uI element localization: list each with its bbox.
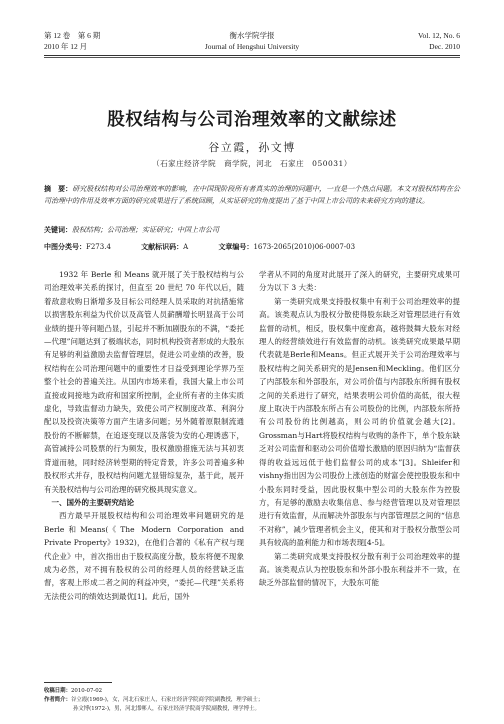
article-authors: 谷立霞，孙文博: [208, 141, 296, 154]
footnote-divider: [44, 682, 112, 683]
intro-paragraph: 1932 年 Berle 和 Means 就开展了关于股权结构与公司治理效率关系的探讨，但直至 20 世纪 70 年代以后，随着敌意收购日渐增多及目标公司经理人员采取的对抗措施常以损害股东利益为代价以及高管人员薪酬增长明显高于公司业绩的提升等问题凸显，引起并不断加剧股东的不满，“委托—代理”问题达到了极端状态，同时机构投资者形成的大股东有足够的利益激励去监督管理层，促进公司业绩的改善，股权结构在公司治理问题中的重要性才日益受到理论学界乃至整个社会的普遍关注。从国内市场来看，我国大量上市公司直接或间接地为政府和国家所控制，企业所有者的主体实质虚化，导致监督动力缺失，致使公司产权制度改革、利润分配以及投资决策等方面产生诸多问题；另外随着原限制流通股份的不断解禁，在追逐变现以及落袋为安的心理诱惑下，高管减持公司股票的行为频发，股权激励措施无法与其初衷背道而驰，同时经济转型期的特定背景，许多公司普遍多种股权形式并存，股权结构问题尤显错综复杂，基于此，展开有关股权结构与公司治理的研究极具现实意义。: [44, 270, 244, 494]
article-no-label: 文章编号：: [218, 243, 254, 251]
classification-block: [44, 241, 460, 253]
doc-code-value: A: [183, 243, 189, 251]
header-divider-thin: [44, 57, 460, 58]
first-category-paragraph: 第一类研究成果支持股权集中有利于公司治理效率的提高。该类观点认为股权分散使得股东缺乏对管理层进行有效监督的动机，相反，股权集中度愈高，越将鼓舞大股东对经理人的经营绩效进行有效监督的动机。该类研究成果最早期代表就是Berle和Means。但正式展开关于公司治理效率与股权结构之间关系研究的是Jensen和Meckling。他们区分了内部股东和外部股东，对公司价值与内部股东所拥有股权之间的关系进行了研究，结果表明公司价值的高低，很大程度上取决于内部股东所占有公司股份的比例，内部股东所持有公司股份的比例越高，则公司的价值就会越大[2]。Grossman与Hart将股权结构与收购的条件下，单个股东缺乏对公司监督和驱动公司价值增长激励的原因归纳为“监督获得的收益远远低于他们监督公司的成本”[3]。Shleifer和vishny指出因为公司股份上涨创造的财富会使控股股东和中小股东同时受益，因此股权集中型公司的大股东作为控股方，有足够的激励去收集信息、参与经营管理以及对管理层进行有效监督，从而解决外部股东与内部管理层之间的“信息不对称”，减少管理者机会主义，使其和对于股权分散型公司具有较高的盈利能力和市场表现[4-5]。: [259, 296, 460, 548]
abstract-block: [44, 183, 460, 207]
author-bio-label: 作者简介：: [44, 697, 71, 703]
received-value: 2010-07-02: [70, 688, 103, 694]
header-journal-name: [150, 30, 354, 52]
footnote-author1: [44, 696, 460, 705]
header-volume-en: [418, 30, 460, 52]
keywords-text: 股权结构；公司治理；实证研究；中国上市公司: [72, 226, 219, 234]
received-label: 收稿日期：: [44, 688, 71, 694]
body-column-left: [44, 268, 244, 603]
article-title: 股权结构与公司治理效率的文献综述: [107, 110, 397, 130]
header-vol-no: Vol. 12, No. 6: [418, 31, 460, 40]
header-date: 2010 年 12 月: [44, 42, 88, 51]
header-volume: 第 12 卷 第 6 期: [44, 31, 101, 40]
header-journal-en: Journal of Hengshui University: [204, 42, 300, 51]
section-heading: 一、国外的主要研究结论: [51, 497, 134, 507]
author2-bio: 孙文博(1972-)，男，河北邯郸人，石家庄经济学院商学院副教授，理学博士。: [73, 706, 260, 712]
author1-bio: 谷立霞(1969-)，女，河北石家庄人，石家庄经济学院商学院副教授，理学硕士；: [70, 697, 264, 703]
clc-label: 中图分类号：: [44, 243, 86, 251]
footnote-author2: [44, 705, 460, 714]
clc-group: [44, 243, 111, 251]
footnote-received: [44, 687, 460, 696]
header-month-year: Dec. 2010: [429, 42, 460, 51]
doc-code-group: [141, 243, 188, 251]
footnote-block: [44, 687, 460, 714]
second-category-paragraph: 第二类研究成果支持股权分散有利于公司治理效率的提高。该类观点认为控股股东和外部小股东利益并不一致，在缺乏外部监督的情况下，大股东可能: [259, 551, 460, 588]
abstract-label: 摘 要：: [44, 185, 73, 193]
section1-paragraph: 西方最早开展股权结构和公司治理效率问题研究的是Berle和Means(《The Modern Corporation and Private Property》1932)，在他们合著的《私有产权与现代企业》中，首次指出由于股权高度分散，股东将便不现象成为必然，对不拥有股权的公司的经理人员的经营缺乏监督，客观上形成二者之间的利益冲突，“委托—代理”关系将无法使公司的绩效达到最优[1]。此后，国外: [44, 511, 244, 601]
abstract-text: 研究股权结构对公司治理效率的影响，在中国现阶段所有者真实的治理的问题中，一直是一个热点问题。本文对股权结构在公司治理中的作用及效率方面的研究成果进行了系统回顾，从实证研究的角度提出了基于中国上市公司的未来研究方向的建议。: [44, 185, 461, 205]
article-no-group: [218, 243, 355, 251]
header-journal-cn: 衡水学院学报: [229, 31, 275, 40]
clc-value: F273.4: [86, 243, 111, 251]
header-issue-info: [44, 30, 100, 52]
body-column-right: [259, 268, 460, 590]
continued-paragraph: 学者从不同的角度对此展开了深入的研究，主要研究成果可分为以下 3 大类：: [259, 270, 460, 293]
doc-code-label: 文献标识码：: [141, 243, 184, 251]
article-no-value: 1673-2065(2010)06-0007-03: [253, 243, 356, 251]
author-affiliation: （石家庄经济学院 商学院，河北 石家庄 050031）: [152, 159, 352, 168]
header-divider: [44, 55, 460, 56]
keywords-block: [44, 224, 460, 236]
keywords-label: 关键词：: [44, 226, 72, 234]
